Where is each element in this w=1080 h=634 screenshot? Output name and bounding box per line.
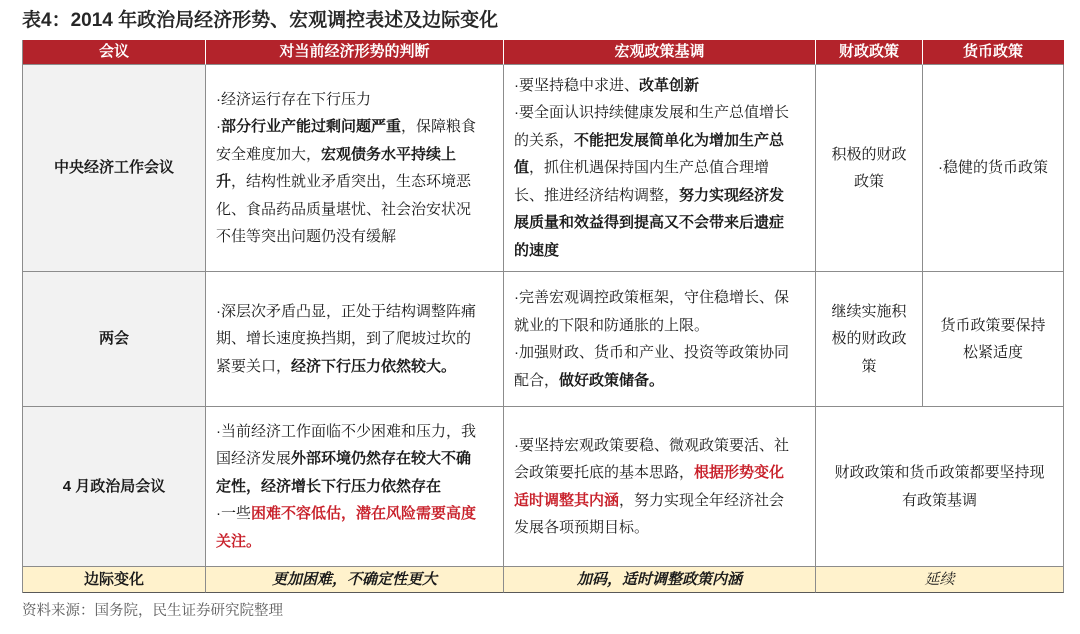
text-line: 期、增长速度换挡期，到了爬坡过坎的 xyxy=(216,330,472,348)
cell-policy-tone xyxy=(504,65,816,272)
text-line xyxy=(514,72,699,100)
cell-monetary xyxy=(923,65,1064,272)
header-policy-tone: 宏观政策基调 xyxy=(504,40,816,65)
text-line: 积极的财政 xyxy=(831,145,907,163)
text-line: ·加强财政、货币和产业、投资等政策协同 xyxy=(514,344,789,361)
text-segment: ，结构性就业矛盾突出，生态环境恶 xyxy=(231,173,472,190)
text-segment: ，努力实现全年经济社会 xyxy=(619,491,785,509)
text-line: 不佳等突出问题仍没有缓解 xyxy=(216,228,397,245)
source-note: 资料来源：国务院，民生证券研究院整理 xyxy=(22,603,283,619)
text-segment: ，保障粮食 xyxy=(401,118,477,135)
text-line xyxy=(514,487,784,515)
summary-label: 边际变化 xyxy=(23,567,206,593)
summary-judgment: 更加困难，不确定性更大 xyxy=(206,567,504,593)
header-monetary: 货币政策 xyxy=(923,40,1064,65)
text-segment: 长、推进经济结构调整， xyxy=(514,186,680,204)
bold-segment: 值 xyxy=(514,159,530,177)
text-line xyxy=(514,367,664,395)
text-line: ·要坚持宏观政策要稳、微观政策要活、社 xyxy=(514,436,789,454)
text-line xyxy=(216,500,476,528)
summary-fiscal-monetary: 延续 xyxy=(816,567,1064,593)
bold-segment: 努力实现经济发 xyxy=(679,186,785,204)
cell-policy-tone xyxy=(504,407,816,567)
text-line xyxy=(514,459,784,487)
bold-segment: 外部环境仍然存在较大不确 xyxy=(291,450,472,468)
summary-policy-tone: 加码，适时调整政策内涵 xyxy=(504,567,816,593)
text-line xyxy=(216,141,456,169)
bold-segment: 宏观债务水平持续上 xyxy=(321,145,457,163)
red-highlight-segment: 根据形势变化 xyxy=(694,464,785,481)
text-line: 政策 xyxy=(853,173,884,190)
cell-judgment xyxy=(206,272,504,407)
text-line xyxy=(216,353,456,381)
text-segment: 配合， xyxy=(514,371,560,389)
text-segment: 安全难度加大， xyxy=(216,145,322,163)
table-title: 表4：2014 年政治局经济形势、宏观调控表述及边际变化 xyxy=(22,10,499,31)
text-segment: 国经济发展 xyxy=(216,450,292,468)
cell-fiscal xyxy=(816,65,923,272)
text-line: ·要全面认识持续健康发展和生产总值增长 xyxy=(514,104,789,122)
cell-meeting: 4 月政治局会议 xyxy=(23,407,206,567)
red-highlight-segment: 适时调整其内涵 xyxy=(514,491,620,509)
cell-monetary xyxy=(923,272,1064,407)
text-line: 极的财政政 xyxy=(831,330,907,348)
bold-segment: 做好政策储备。 xyxy=(559,371,665,389)
text-line: 货币政策要保持 xyxy=(940,316,1046,334)
text-line: 定性，经济增长下行压力依然存在 xyxy=(216,477,442,495)
text-segment: 的关系， xyxy=(514,131,575,149)
text-line: 展质量和效益得到提高又不会带来后遗症 xyxy=(514,214,785,232)
text-line: 关注。 xyxy=(216,532,262,550)
bold-segment: 经济下行压力依然较大。 xyxy=(291,357,457,375)
policy-table xyxy=(22,40,1063,593)
text-line: 发展各项预期目标。 xyxy=(514,519,650,536)
text-line xyxy=(514,154,769,182)
cell-judgment xyxy=(206,407,504,567)
cell-policy-tone xyxy=(504,272,816,407)
text-line: 的速度 xyxy=(514,241,560,259)
text-line: 策 xyxy=(861,357,877,375)
bold-segment: 部分行业产能过剩问题严重 xyxy=(221,118,402,135)
text-line xyxy=(514,182,784,210)
cell-meeting: 两会 xyxy=(23,272,206,407)
cell-meeting: 中央经济工作会议 xyxy=(23,65,206,272)
text-line xyxy=(216,445,471,473)
text-segment: ·要坚持稳中求进、 xyxy=(514,76,639,94)
text-line: 财政政策和货币政策都要坚持现 xyxy=(834,464,1045,481)
cell-judgment xyxy=(206,65,504,272)
text-segment: 紧要关口， xyxy=(216,357,292,375)
bold-segment: 不能把发展简单化为增加生产总 xyxy=(574,131,785,149)
text-segment: ·一些 xyxy=(216,505,251,523)
text-line: 继续实施积 xyxy=(831,302,907,320)
header-fiscal: 财政政策 xyxy=(816,40,923,65)
text-line: 有政策基调 xyxy=(901,491,977,509)
bold-segment: 升 xyxy=(216,173,232,190)
text-line: ·经济运行存在下行压力 xyxy=(216,90,371,108)
cell-fiscal-monetary xyxy=(816,407,1064,567)
text-line: 化、食品药品质量堪忧、社会治安状况 xyxy=(216,200,472,218)
red-highlight-segment: 困难不容低估，潜在风险需要高度 xyxy=(251,505,477,523)
bold-segment: 改革创新 xyxy=(639,76,700,94)
cell-fiscal xyxy=(816,272,923,407)
text-line: ·稳健的货币政策 xyxy=(938,159,1048,177)
text-segment: 会政策要托底的基本思路， xyxy=(514,464,695,481)
text-segment: ，抓住机遇保持国内生产总值合理增 xyxy=(529,159,770,177)
header-judgment: 对当前经济形势的判断 xyxy=(206,40,504,65)
text-line: 松紧适度 xyxy=(962,344,1023,361)
text-line xyxy=(514,127,784,155)
text-line: ·当前经济工作面临不少困难和压力，我 xyxy=(216,422,476,440)
text-segment: · xyxy=(216,118,221,135)
text-line: 就业的下限和防通胀的上限。 xyxy=(514,316,710,334)
text-line xyxy=(216,113,476,141)
text-line xyxy=(216,168,471,196)
text-line: ·深层次矛盾凸显，正处于结构调整阵痛 xyxy=(216,302,476,320)
text-line: ·完善宏观调控政策框架，守住稳增长、保 xyxy=(514,289,789,306)
header-meeting: 会议 xyxy=(23,40,206,65)
